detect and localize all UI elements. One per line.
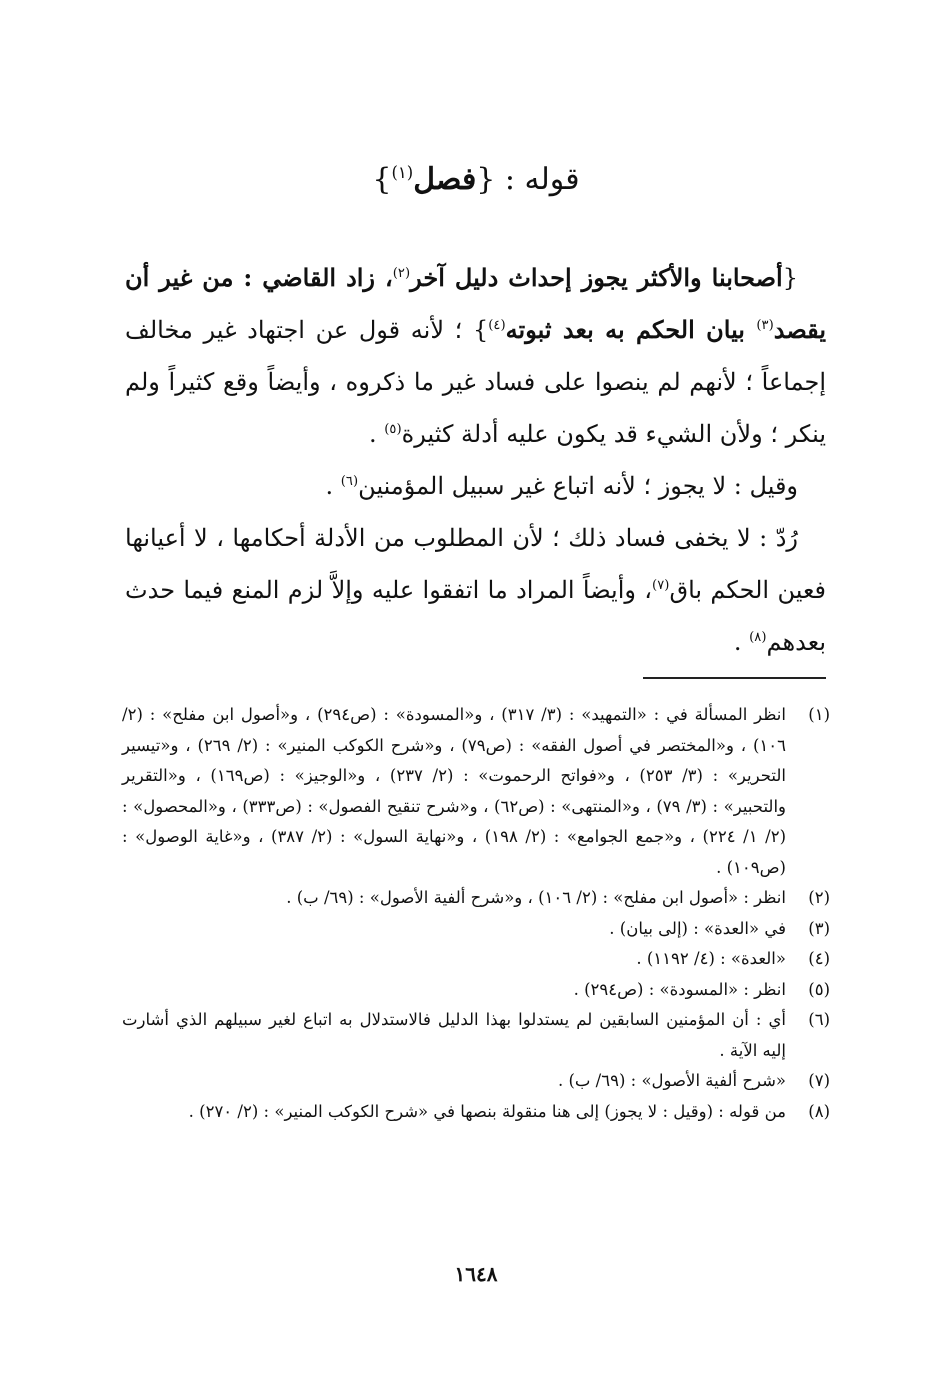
footnote-number: (٥): [808, 979, 830, 999]
footnote-text: «العدة» : (٤/ ١١٩٢) .: [636, 949, 786, 968]
footnote-number: (٤): [808, 949, 830, 968]
footnotes: [122, 700, 830, 1127]
heading-title: فصل: [413, 162, 477, 197]
p1-mid: ، زاد القاضي : من غير أن يقصد: [125, 263, 826, 344]
footnote-ref-5: (٥): [384, 422, 402, 437]
footnote-1: [122, 700, 830, 883]
footnote-separator: [643, 677, 826, 679]
footnote-text: انظر المسألة في : «التمهيد» : (٣/ ٣١٧) ، و«المسودة» : (ص٢٩٤) ، و«أصول ابن مفلح» : (٢/ ١٠٦) ، و«المختصر في أصول الفقه» : (ص٧٩) ، و«شرح الكوكب المنير» : (٢/ ٢٦٩) ، و«تيسير التحرير» : (٣/ ٢٥٣) ، و«فواتح الرحموت» : (٢/ ٢٣٧) ، و«الوجيز» : (ص١٦٩) ، و«التقرير والتحبير» : (٣/ ٧٩) ، و«المنتهى» : (ص٦٢) ، و«شرح تنقيح الفصول» : (ص٣٣٣) ، و«المحصول» : (٢/ ١/ ٢٢٤) ، و«جمع الجوامع» : (٢/ ١٩٨) ، و«نهاية السول» : (٢/ ٣٨٧) ، و«غاية الوصول» : (ص١٠٩) .: [122, 705, 787, 877]
p3-end: .: [733, 628, 750, 656]
footnote-text: في «العدة» : (إلى بيان) .: [609, 918, 786, 938]
footnote-text: أي : أن المؤمنين السابقين لم يستدلوا بهذا الدليل فالاستدلال به اتباع لغير سبيلهم الذي أشارت إليه الآية .: [122, 1010, 786, 1060]
paragraph-3: [125, 512, 826, 668]
p1-bold-b: بيان الحكم به بعد ثبوته: [505, 315, 757, 344]
p1-end: .: [369, 420, 385, 448]
footnote-5: [122, 975, 830, 1006]
footnote-2: [122, 883, 830, 914]
paragraph-2: [125, 460, 826, 512]
p3-text: رُدّ : لا يخفى فساد ذلك ؛ لأن المطلوب من الأدلة أحكامها ، لا أعيانها فعين الحكم باق: [125, 524, 827, 604]
page-number: ١٦٤٨: [454, 1262, 498, 1286]
footnote-text: انظر : «أصول ابن مفلح» : (٢/ ١٠٦) ، و«شرح ألفية الأصول» : (٦٩/ ب) .: [286, 888, 786, 907]
footnote-ref-6: (٦): [340, 474, 359, 489]
p2-end: .: [325, 472, 341, 500]
paragraph-1: [125, 252, 826, 460]
footnote-7: [122, 1066, 830, 1097]
p1-rest: ؛ لأنه قول عن اجتهاد غير مخالف إجماعاً ؛ لأنهم لم ينصوا على فساد غير ما ذكروه ، وأيضاً وقع كثيراً ولم ينكر ؛ ولأن الشيء قد يكون عليه أدلة كثيرة: [125, 316, 826, 448]
footnote-ref-2: (٢): [392, 266, 411, 281]
heading-open-brace: {: [476, 162, 496, 197]
footnote-ref-8: (٨): [749, 630, 767, 645]
footnote-number: (٦): [808, 1010, 830, 1029]
footnote-text: انظر : «المسودة» : (ص٢٩٤) .: [573, 979, 786, 999]
footnote-4: [122, 944, 830, 975]
footnote-text: «شرح ألفية الأصول» : (٦٩/ ب) .: [557, 1071, 786, 1090]
footnote-text: من قوله : (وقيل : لا يجوز) إلى هنا منقولة بنصها في «شرح الكوكب المنير» : (٢/ ٢٧٠) .: [188, 1101, 786, 1121]
footnote-number: (١): [808, 705, 830, 724]
heading-footnote-ref: (١): [391, 163, 414, 182]
p1-close-brace: }: [472, 316, 489, 344]
p1-bold-a: أصحابنا والأكثر يجوز إحداث دليل آخر: [410, 263, 783, 292]
p2-text: وقيل : لا يجوز ؛ لأنه اتباع غير سبيل المؤمنين: [358, 472, 798, 500]
footnote-3: [122, 914, 830, 945]
footnote-number: (٨): [808, 1101, 830, 1121]
heading-close-brace: }: [372, 162, 392, 197]
footnote-6: [122, 1005, 830, 1066]
section-heading: [120, 150, 832, 210]
footnote-number: (٣): [808, 918, 830, 938]
footnote-number: (٢): [808, 888, 830, 907]
main-text: [125, 252, 826, 668]
p3-text2: ، وأيضاً المراد ما اتفقوا عليه وإلاَّ لزم المنع فيما حدث بعدهم: [125, 576, 826, 656]
footnote-ref-3: (٣): [756, 318, 774, 333]
p1-open-brace: {: [782, 264, 799, 292]
footnote-8: [122, 1097, 830, 1128]
footnote-ref-7: (٧): [652, 578, 670, 593]
footnote-ref-4: (٤): [488, 318, 506, 333]
footnote-number: (٧): [808, 1071, 830, 1090]
heading-prefix: قوله :: [495, 162, 580, 197]
